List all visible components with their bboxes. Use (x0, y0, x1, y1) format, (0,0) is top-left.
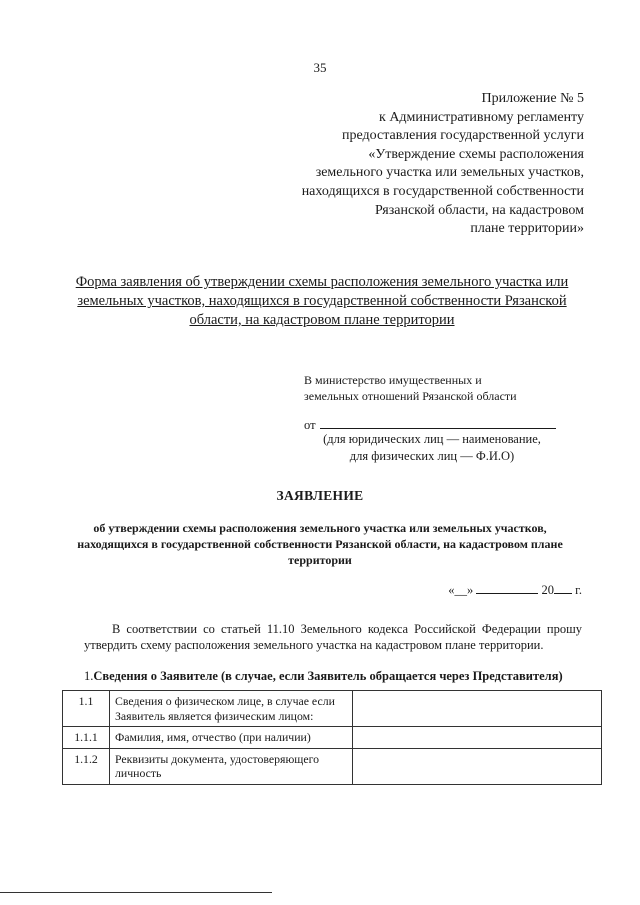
addressee-block (304, 372, 604, 404)
form-title: Форма заявления об утверждении схемы расположения земельного участка или земельных участков, находящихся в государственной собственности Рязанской области, на кадастровом плане территории (75, 274, 569, 328)
addressee-line: земельных отношений Рязанской области (304, 389, 517, 403)
date-field (448, 583, 582, 598)
row-label: Реквизиты документа, удостоверяющего личность (110, 748, 353, 784)
from-blank-line[interactable] (320, 418, 556, 429)
section-title-text: Сведения о Заявителе (в случае, если Заявитель обращается через Представителя) (93, 669, 563, 683)
date-month-blank[interactable] (476, 583, 538, 594)
appendix-line: земельного участка или земельных участков, (315, 165, 584, 181)
row-number: 1.1.2 (63, 748, 110, 784)
appendix-line: Приложение № 5 (481, 91, 584, 106)
document-heading: ЗАЯВЛЕНИЕ (276, 488, 364, 503)
appendix-line: «Утверждение схемы расположения (368, 146, 584, 162)
appendix-line: Рязанской области, на кадастровом (375, 202, 584, 218)
applicant-info-table (62, 690, 602, 785)
appendix-line: находящихся в государственной собственности (301, 183, 584, 199)
from-hint-line: (для юридических лиц — наименование, (323, 432, 541, 446)
addressee-line: В министерство имущественных и (304, 373, 482, 387)
appendix-note (224, 90, 584, 239)
from-hint-line: для физических лиц — Ф.И.О) (349, 449, 515, 463)
document-subject: об утверждении схемы расположения земельного участка или земельных участков, находящихся в государственной собственности Рязанской области, на кадастровом плане территории (77, 521, 563, 567)
table-row (63, 691, 602, 727)
footnote-divider (0, 892, 272, 893)
from-label: от (304, 418, 316, 432)
date-year-prefix: 20 (541, 583, 555, 597)
row-number: 1.1 (63, 691, 110, 727)
appendix-line: к Административному регламенту (379, 109, 584, 125)
row-label: Сведения о физическом лице, в случае если Заявитель является физическим лицом: (110, 691, 353, 727)
from-hint (302, 431, 562, 465)
row-value-cell[interactable] (353, 727, 602, 749)
table-row (63, 748, 602, 784)
row-value-cell[interactable] (353, 691, 602, 727)
table-row (63, 727, 602, 749)
appendix-line: плане территории» (470, 221, 584, 237)
appendix-line: предоставления государственной услуги (342, 128, 584, 144)
date-year-blank[interactable] (554, 583, 572, 594)
row-label: Фамилия, имя, отчество (при наличии) (110, 727, 353, 749)
section-title (84, 669, 604, 684)
page-number: 35 (313, 60, 327, 75)
row-value-cell[interactable] (353, 748, 602, 784)
date-year-suffix: г. (575, 583, 582, 597)
row-number: 1.1.1 (63, 727, 110, 749)
date-day-quote: «__» (448, 583, 474, 597)
section-number: 1. (84, 669, 94, 683)
body-paragraph: В соответствии со статьей 11.10 Земельного кодекса Российской Федерации прошу утвердить схему расположения земельного участка на кадастровом плане территории. (84, 622, 582, 652)
